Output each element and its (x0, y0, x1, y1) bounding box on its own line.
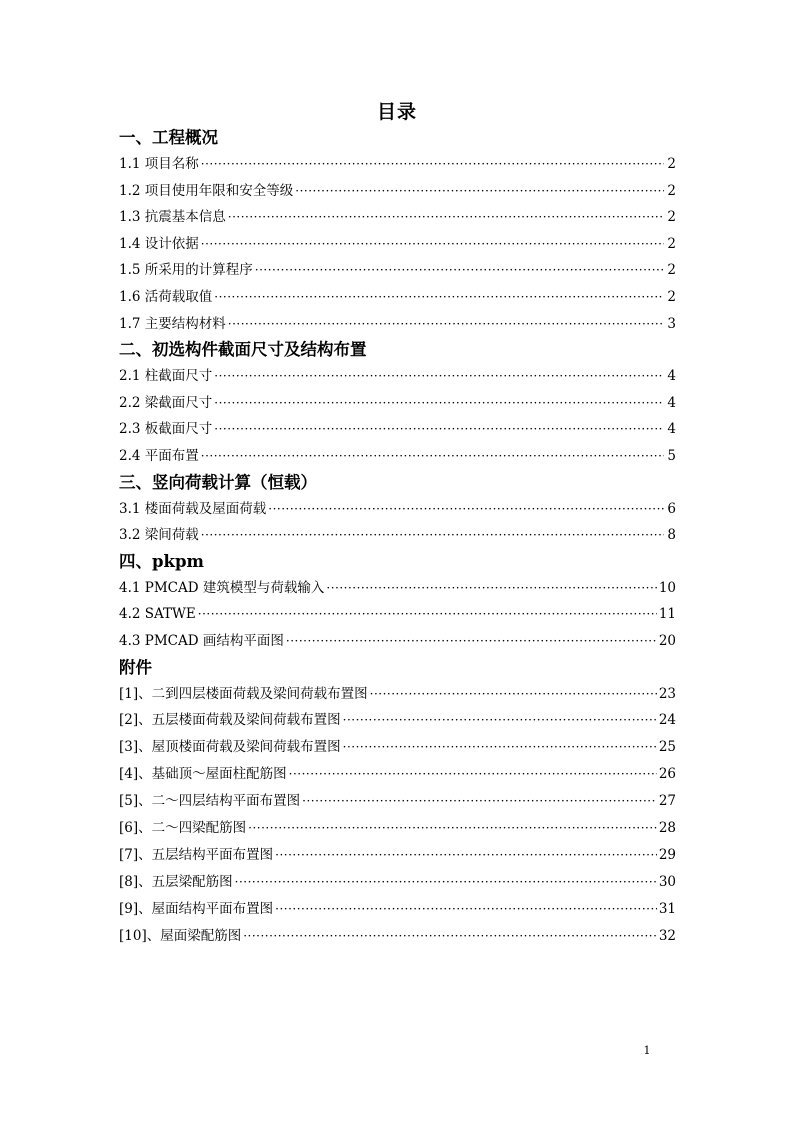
toc-entry[interactable] (119, 390, 676, 417)
section-heading: 附件 (119, 657, 152, 677)
toc-entry-label: [10]、屋面梁配筋图 (119, 927, 242, 944)
toc-entry-label: 2.3 板截面尺寸 (119, 421, 213, 438)
toc-entry[interactable] (119, 628, 676, 655)
dot-leader (289, 761, 657, 788)
toc-entry-label: 2.2 梁截面尺寸 (119, 394, 213, 411)
toc-entry[interactable] (119, 284, 676, 311)
toc-entry[interactable] (119, 257, 676, 284)
toc-entry[interactable] (119, 869, 676, 896)
toc-entry[interactable] (119, 311, 676, 338)
toc-entry[interactable] (119, 204, 676, 231)
toc-entry-page: 29 (658, 846, 676, 863)
dot-leader (343, 707, 657, 734)
dot-leader (201, 522, 664, 549)
dot-leader (326, 575, 656, 602)
toc-entry-label: 4.1 PMCAD 建筑模型与荷载输入 (119, 579, 325, 596)
toc-entry-label: [1]、二到四层楼面荷载及梁间荷载布置图 (119, 685, 368, 702)
dot-leader (201, 151, 664, 178)
toc-entry-page: 25 (658, 739, 676, 756)
toc-entry-page: 5 (667, 447, 676, 464)
toc-entry-page: 6 (667, 500, 676, 517)
toc-entry-page: 28 (658, 819, 676, 836)
dot-leader (198, 601, 657, 628)
toc-entry-label: 1.4 设计依据 (119, 235, 199, 252)
dot-leader (286, 628, 657, 655)
toc-entry-label: [5]、二～四层结构平面布置图 (119, 793, 301, 810)
toc-entry-label: [4]、基础顶～屋面柱配筋图 (119, 766, 287, 783)
dot-leader (201, 231, 664, 258)
toc-entry[interactable] (119, 842, 676, 869)
dot-leader (268, 496, 664, 523)
toc-entry-label: [7]、五层结构平面布置图 (119, 846, 274, 863)
toc-entry-label: 1.7 主要结构材料 (119, 315, 226, 332)
toc-entry-page: 3 (667, 315, 676, 332)
toc-entry[interactable] (119, 923, 676, 950)
toc-entry-page: 4 (667, 421, 676, 438)
toc-entry-page: 20 (658, 632, 676, 649)
toc-entry-label: [9]、屋面结构平面布置图 (119, 900, 274, 917)
toc-entry[interactable] (119, 815, 676, 842)
toc-entry-page: 4 (667, 368, 676, 385)
dot-leader (370, 681, 657, 708)
dot-leader (248, 815, 657, 842)
toc-entry-page: 27 (658, 793, 676, 810)
toc-entry[interactable] (119, 788, 676, 815)
dot-leader (243, 923, 657, 950)
toc-entry[interactable] (119, 363, 676, 390)
toc-entry-page: 11 (658, 606, 676, 623)
toc-entry-label: [6]、二～四梁配筋图 (119, 819, 247, 836)
toc-entry[interactable] (119, 575, 676, 602)
toc-entry-label: 3.2 梁间荷载 (119, 527, 199, 544)
section-heading: 二、初选构件截面尺寸及结构布置 (119, 340, 367, 360)
toc-entry-label: 1.2 项目使用年限和安全等级 (119, 182, 294, 199)
toc-entry-label: [3]、屋顶楼面荷载及梁间荷载布置图 (119, 739, 341, 756)
toc-entry-label: 2.4 平面布置 (119, 447, 199, 464)
toc-entry[interactable] (119, 601, 676, 628)
toc-entry-page: 2 (667, 182, 676, 199)
dot-leader (235, 869, 657, 896)
toc-entry-label: 1.6 活荷载取值 (119, 288, 213, 305)
table-of-contents (119, 125, 676, 949)
dot-leader (295, 178, 664, 205)
toc-entry[interactable] (119, 178, 676, 205)
section-heading: 三、竖向荷载计算（恒载） (119, 472, 317, 492)
page-number: 1 (643, 1044, 651, 1057)
section-heading: 四、pkpm (119, 551, 204, 571)
toc-entry[interactable] (119, 896, 676, 923)
toc-entry-label: 1.3 抗震基本信息 (119, 209, 226, 226)
toc-entry[interactable] (119, 734, 676, 761)
toc-entry[interactable] (119, 761, 676, 788)
dot-leader (214, 284, 664, 311)
toc-entry-page: 32 (658, 927, 676, 944)
toc-entry-page: 31 (658, 900, 676, 917)
section-heading: 一、工程概况 (119, 128, 218, 147)
toc-entry-page: 2 (667, 288, 676, 305)
toc-entry-page: 2 (667, 235, 676, 252)
toc-entry[interactable] (119, 681, 676, 708)
toc-entry-page: 26 (658, 766, 676, 783)
toc-entry-page: 2 (667, 262, 676, 279)
toc-entry[interactable] (119, 496, 676, 523)
toc-entry-label: 1.5 所采用的计算程序 (119, 262, 253, 279)
page-title: 目录 (376, 101, 417, 123)
toc-entry-page: 24 (658, 712, 676, 729)
toc-entry-label: 4.2 SATWE (119, 606, 196, 623)
toc-entry-label: 4.3 PMCAD 画结构平面图 (119, 632, 284, 649)
toc-entry[interactable] (119, 707, 676, 734)
toc-entry-label: 1.1 项目名称 (119, 156, 199, 172)
dot-leader (214, 416, 664, 443)
dot-leader (302, 788, 657, 815)
dot-leader (343, 734, 657, 761)
toc-entry[interactable] (119, 443, 676, 470)
dot-leader (228, 204, 664, 231)
toc-entry-page: 2 (667, 209, 676, 226)
toc-entry[interactable] (119, 151, 676, 178)
toc-entry[interactable] (119, 231, 676, 258)
toc-entry-label: [8]、五层梁配筋图 (119, 873, 233, 890)
toc-entry[interactable] (119, 416, 676, 443)
dot-leader (275, 842, 657, 869)
toc-entry-page: 8 (667, 527, 676, 544)
dot-leader (201, 443, 664, 470)
toc-entry-label: 2.1 柱截面尺寸 (119, 368, 213, 385)
toc-entry-page: 4 (667, 394, 676, 411)
toc-entry-page: 30 (658, 873, 676, 890)
toc-entry-label: [2]、五层楼面荷载及梁间荷载布置图 (119, 712, 341, 729)
toc-entry[interactable] (119, 522, 676, 549)
dot-leader (275, 896, 657, 923)
toc-entry-label: 3.1 楼面荷载及屋面荷载 (119, 500, 267, 517)
toc-entry-page: 2 (667, 156, 676, 172)
dot-leader (228, 311, 664, 338)
toc-entry-page: 23 (658, 685, 676, 702)
dot-leader (255, 257, 664, 284)
dot-leader (214, 363, 664, 390)
toc-entry-page: 10 (658, 579, 676, 596)
dot-leader (214, 390, 664, 417)
